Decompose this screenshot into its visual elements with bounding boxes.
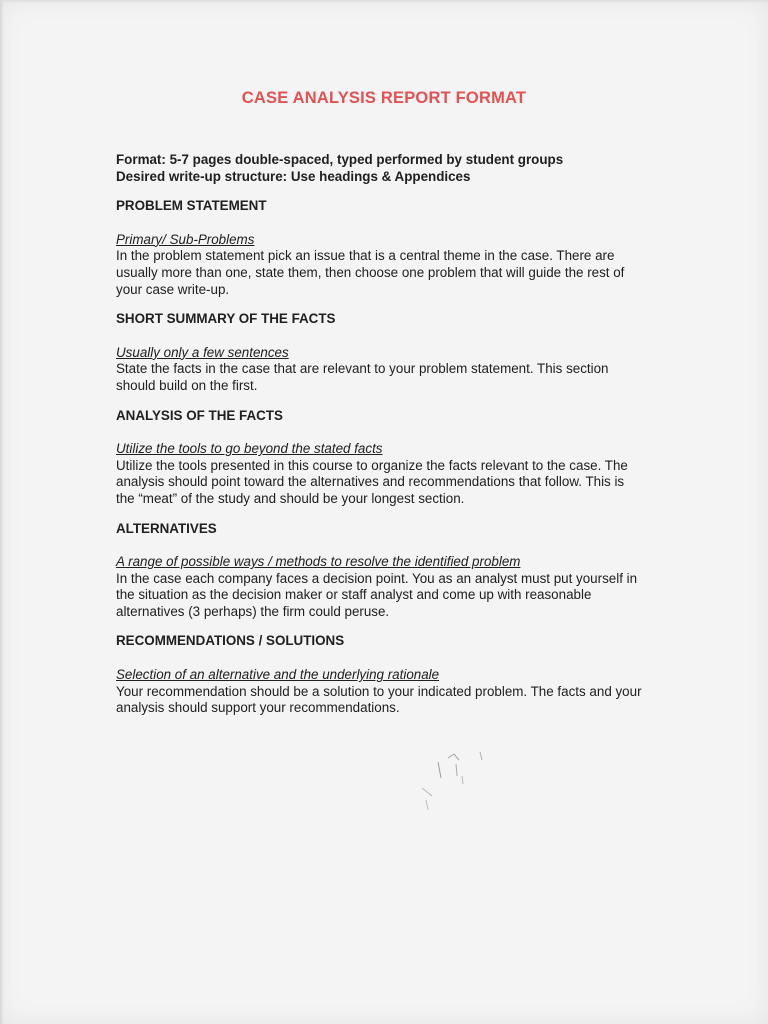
section-analysis xyxy=(116,408,646,508)
document-body xyxy=(116,152,646,717)
section-heading: ANALYSIS OF THE FACTS xyxy=(116,407,283,423)
section-short-summary xyxy=(116,311,646,394)
scan-edge xyxy=(0,0,768,3)
section-subheading: Primary/ Sub-Problems xyxy=(116,231,255,247)
page-title: CASE ANALYSIS REPORT FORMAT xyxy=(241,89,527,107)
scan-edge xyxy=(0,0,4,1024)
section-heading: ALTERNATIVES xyxy=(116,520,217,536)
section-subheading: A range of possible ways / methods to resolve the identified problem xyxy=(116,554,521,570)
section-body: State the facts in the case that are relevant to your problem statement. This section should build on the first. xyxy=(116,361,609,393)
section-heading: SHORT SUMMARY OF THE FACTS xyxy=(116,311,336,327)
section-subheading: Utilize the tools to go beyond the stated facts xyxy=(116,441,383,457)
structure-line: Desired write-up structure: Use headings & Appendices xyxy=(116,168,471,184)
section-recommendations xyxy=(116,633,646,716)
section-body: Utilize the tools presented in this course to organize the facts relevant to the case. The analysis should point toward the alternatives and recommendations that follow. This is the “meat” of the study and should be your longest section. xyxy=(116,457,628,506)
scan-marks xyxy=(410,740,510,850)
section-heading: RECOMMENDATIONS / SOLUTIONS xyxy=(116,633,345,649)
section-body: In the case each company faces a decision point. You as an analyst must put yourself in the situation as the decision maker or staff analyst and come up with reasonable alternatives (3 perhaps) the firm could peruse. xyxy=(116,570,638,619)
section-alternatives xyxy=(116,521,646,621)
section-subheading: Selection of an alternative and the underlying rationale xyxy=(116,667,440,683)
section-subheading: Usually only a few sentences xyxy=(116,344,289,360)
format-line: Format: 5-7 pages double-spaced, typed performed by student groups xyxy=(116,152,564,167)
section-problem-statement xyxy=(116,198,646,298)
section-body: Your recommendation should be a solution to your indicated problem. The facts and your analysis should support your recommendations. xyxy=(116,683,642,716)
section-heading: PROBLEM STATEMENT xyxy=(116,198,267,214)
section-body: In the problem statement pick an issue that is a central theme in the case. There are usually more than one, state them, then choose one problem that will guide the rest of your case write-up. xyxy=(116,248,625,297)
